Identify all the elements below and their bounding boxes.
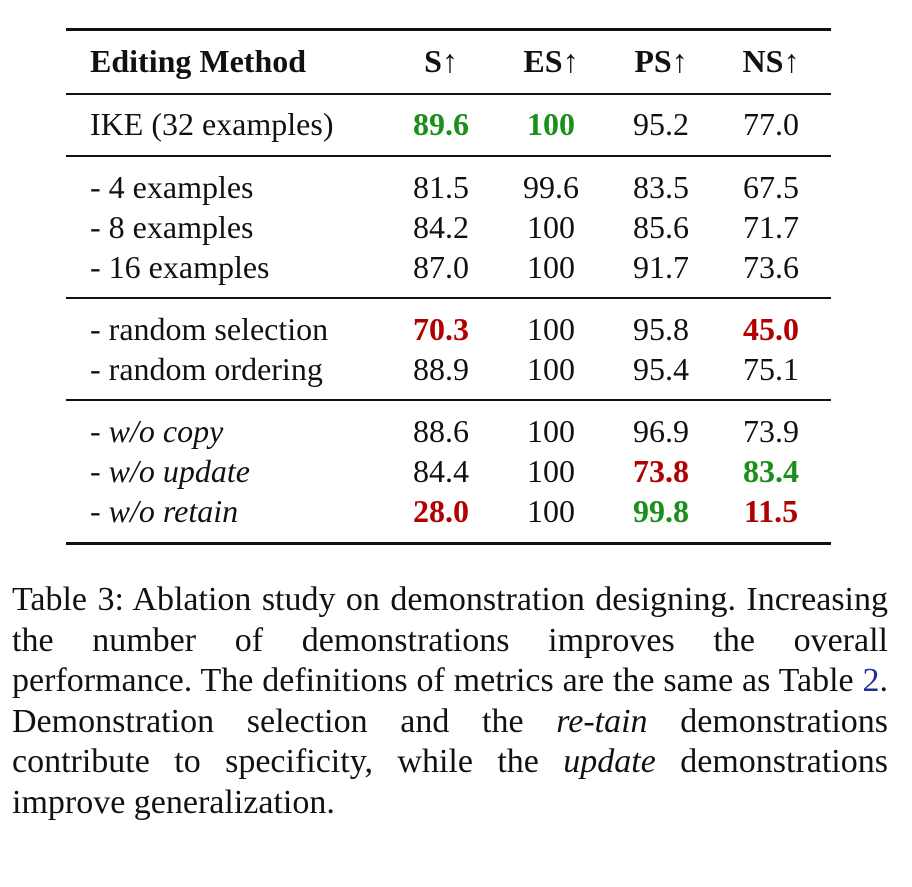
- row-method-wo-copy: [90, 411, 223, 451]
- row-method-wo-retain: [90, 491, 238, 531]
- row-wo-retain-es: 100: [527, 493, 575, 529]
- row-wo-copy-s: 88.6: [413, 413, 469, 449]
- row-16-examples-ps: 91.7: [633, 249, 689, 285]
- row-wo-copy-ns: 73.9: [743, 413, 799, 449]
- row-wo-copy-ps: 96.9: [633, 413, 689, 449]
- row-8-examples-es: 100: [527, 209, 575, 245]
- table-bottom-rule: [66, 542, 831, 545]
- method-italic: w/o update: [108, 453, 250, 489]
- method-italic: w/o copy: [108, 413, 224, 449]
- row-random-ordering-ns: 75.1: [743, 351, 799, 387]
- row-wo-update-ns: 83.4: [743, 453, 799, 489]
- row-method-random-ordering: - random ordering: [90, 351, 323, 387]
- method-prefix: -: [90, 413, 109, 449]
- row-4-examples-es: 99.6: [523, 169, 579, 205]
- row-random-ordering-ps: 95.4: [633, 351, 689, 387]
- row-random-selection-s: 70.3: [413, 311, 469, 347]
- caption-text-4: demonstrations improve generalization.: [12, 743, 888, 821]
- row-16-examples-ns: 73.6: [743, 249, 799, 285]
- header-rule: [66, 93, 831, 95]
- row-wo-update-ps: 73.8: [633, 453, 689, 489]
- caption-text-2: . Demonstration selection and the: [12, 662, 888, 740]
- row-method-random-selection: - random selection: [90, 311, 329, 347]
- caption-text-1: Table 3: Ablation study on demonstration designing. Increasing the number of demonstrations improves the overall performance. The definitions of metrics are the same as Table: [12, 581, 888, 699]
- group-rule-1: [66, 155, 831, 157]
- row-wo-retain-ps: 99.8: [633, 493, 689, 529]
- row-random-selection-ns: 45.0: [743, 311, 799, 347]
- row-random-ordering-es: 100: [527, 351, 575, 387]
- row-method-8-examples: - 8 examples: [90, 209, 254, 245]
- header-s: S↑: [424, 43, 458, 79]
- row-16-examples-es: 100: [527, 249, 575, 285]
- caption-text-3: demonstrations contribute to specificity, while the: [12, 702, 888, 780]
- group-rule-2: [66, 297, 831, 299]
- row-8-examples-ns: 71.7: [743, 209, 799, 245]
- table-reference-link[interactable]: 2: [862, 662, 880, 699]
- results-table: [66, 28, 831, 548]
- row-4-examples-ns: 67.5: [743, 169, 799, 205]
- row-method-wo-update: [90, 451, 250, 491]
- header-ps: PS↑: [634, 43, 688, 79]
- row-ike-ps: 95.2: [633, 106, 689, 142]
- row-wo-update-es: 100: [527, 453, 575, 489]
- row-random-selection-es: 100: [527, 311, 575, 347]
- row-wo-retain-s: 28.0: [413, 493, 469, 529]
- header-es: ES↑: [523, 43, 579, 79]
- caption-italic-retain: re-tain: [556, 702, 648, 740]
- table-top-rule: [66, 28, 831, 31]
- method-prefix: -: [90, 453, 109, 489]
- row-method-4-examples: - 4 examples: [90, 169, 254, 205]
- method-italic: w/o retain: [108, 493, 239, 529]
- row-wo-copy-es: 100: [527, 413, 575, 449]
- row-ike-ns: 77.0: [743, 106, 799, 142]
- row-16-examples-s: 87.0: [413, 249, 469, 285]
- row-8-examples-s: 84.2: [413, 209, 469, 245]
- caption-italic-update: update: [563, 743, 656, 780]
- row-ike-es: 100: [527, 106, 575, 142]
- header-editing-method: Editing Method: [90, 43, 307, 79]
- row-method-16-examples: - 16 examples: [90, 249, 270, 285]
- row-ike-s: 89.6: [413, 106, 469, 142]
- header-ns: NS↑: [742, 43, 800, 79]
- method-prefix: -: [90, 493, 109, 529]
- row-random-selection-ps: 95.8: [633, 311, 689, 347]
- row-8-examples-ps: 85.6: [633, 209, 689, 245]
- row-method-ike: IKE (32 examples): [90, 106, 334, 142]
- row-4-examples-ps: 83.5: [633, 169, 689, 205]
- group-rule-3: [66, 399, 831, 401]
- row-4-examples-s: 81.5: [413, 169, 469, 205]
- row-wo-retain-ns: 11.5: [743, 493, 799, 529]
- row-wo-update-s: 84.4: [413, 453, 469, 489]
- table-caption: [12, 580, 888, 823]
- row-random-ordering-s: 88.9: [413, 351, 469, 387]
